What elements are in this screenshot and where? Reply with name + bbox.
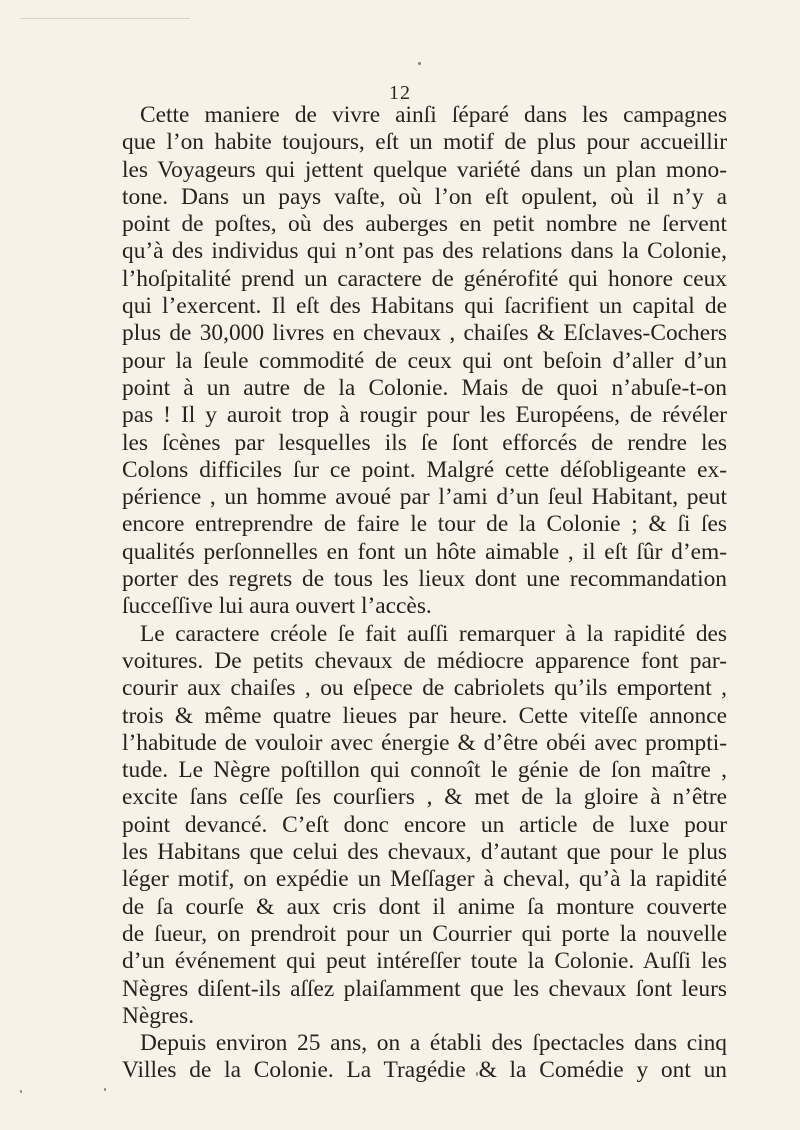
text-line: Cette maniere de vivre ainſi ſéparé dans les campagnes (140, 102, 727, 128)
text-line: Nègres diſent-ils aſſez plaiſamment que les chevaux ſont leurs (122, 975, 727, 1002)
text-line: l’habitude de vouloir avec énergie & d’être obéi avec prompti- (122, 729, 727, 756)
text-line: de ſueur, on prendroit pour un Courrier qui porte la nouvelle (122, 920, 727, 947)
text-line: les Habitans que celui des chevaux, d’autant que pour le plus (122, 839, 727, 866)
text-line: l’hoſpitalité prend un caractere de générofité qui honore ceux (122, 265, 727, 292)
text-line: encore entreprendre de faire le tour de la Colonie ; & ſi ſes (122, 511, 727, 538)
text-line: voitures. De petits chevaux de médiocre apparence font par- (122, 647, 727, 674)
text-line: Depuis environ 25 ans, on a établi des ſpectacles dans cinq (140, 1030, 727, 1057)
text-line: Le caractere créole ſe fait auſſi remarquer à la rapidité des (140, 620, 727, 647)
paper-speck (20, 1090, 22, 1093)
text-line: de ſa courſe & aux cris dont il anime ſa monture couverte (122, 893, 727, 920)
text-line: plus de 30,000 livres en chevaux , chaiſes & Eſclaves-Cochers (122, 320, 727, 347)
text-line: les ſcènes par lesquelles ils ſe ſont efforcés de rendre les (122, 429, 727, 456)
text-line: les Voyageurs qui jettent quelque variété dans un plan mono- (122, 156, 727, 183)
text-line: périence , un homme avoué par l’ami d’un ſeul Habitant, peut (122, 484, 727, 511)
paper-speck (418, 62, 421, 65)
text-line: trois & même quatre lieues par heure. Cette viteſſe annonce (122, 702, 727, 729)
paper-mark-top-left (20, 18, 190, 19)
paper-speck (104, 1088, 106, 1091)
body-text (122, 102, 727, 1085)
text-line: qui l’exercent. Il eſt des Habitans qui ſacrifient un capital de (122, 293, 727, 320)
text-line: point à un autre de la Colonie. Mais de quoi n’abuſe-t-on (122, 374, 727, 401)
text-line: d’un événement qui peut intéreſſer toute la Colonie. Auſſi les (122, 948, 727, 975)
text-line: point de poſtes, où des auberges en petit nombre ne ſervent (122, 211, 727, 238)
text-line: pour la ſeule commodité de ceux qui ont beſoin d’aller d’un (122, 347, 727, 374)
text-line: ſucceſſive lui aura ouvert l’accès. (122, 593, 432, 620)
text-line: courir aux chaiſes , ou eſpece de cabriolets qu’ils emportent , (122, 675, 727, 702)
page-number: 12 (389, 82, 411, 104)
text-line: tone. Dans un pays vaſte, où l’on eſt opulent, où il n’y a (122, 183, 727, 210)
text-line: excite ſans ceſſe ſes courſiers , & met de la gloire à n’être (122, 784, 727, 811)
text-line: Colons difficiles ſur ce point. Malgré cette déſobligeante ex- (122, 456, 727, 483)
text-line: tude. Le Nègre poſtillon qui connoît le génie de ſon maître , (122, 757, 727, 784)
text-line: Villes de la Colonie. La Tragédie & la Comédie y ont un (122, 1057, 727, 1084)
text-line: point devancé. C’eſt donc encore un article de luxe pour (122, 811, 727, 838)
text-line: pas ! Il y auroit trop à rougir pour les Européens, de révéler (122, 402, 727, 429)
text-line: porter des regrets de tous les lieux dont une recommandation (122, 566, 727, 593)
text-line: que l’on habite toujours, eſt un motif de plus pour accueillir (122, 129, 727, 156)
text-line: qu’à des individus qui n’ont pas des relations dans la Colonie, (122, 238, 727, 265)
text-line: Nègres. (122, 1002, 195, 1029)
text-line: léger motif, on expédie un Meſſager à cheval, qu’à la rapidité (122, 866, 727, 893)
text-line: qualités perſonnelles en font un hôte aimable , il eſt ſûr d’em- (122, 538, 727, 565)
